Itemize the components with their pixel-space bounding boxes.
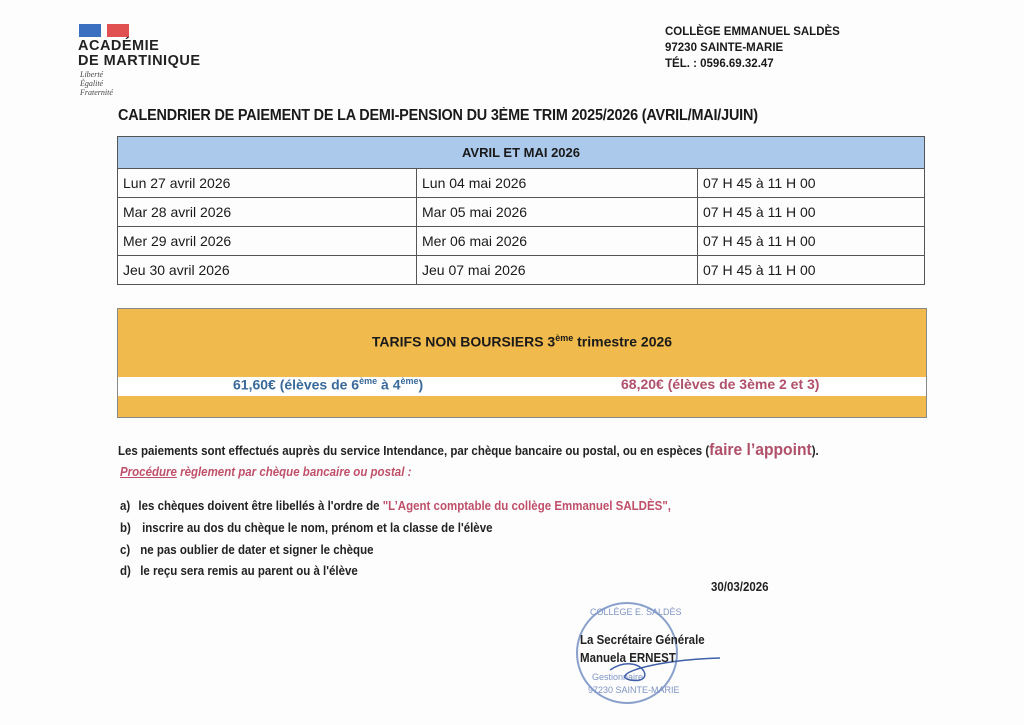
- stamp-text: Gestionnaire: [592, 672, 644, 682]
- hours: 07 H 45 à 11 H 00: [698, 227, 925, 256]
- school-name: COLLÈGE EMMANUEL SALDÈS: [665, 26, 840, 38]
- schedule-table: [117, 136, 925, 285]
- table-row: [118, 169, 925, 198]
- may-date: Mar 05 mai 2026: [417, 198, 698, 227]
- table-row: [118, 256, 925, 285]
- prices-band: [118, 377, 926, 396]
- highlight: faire l’appoint: [709, 440, 812, 459]
- april-date: Jeu 30 avril 2026: [118, 256, 417, 285]
- document-date: 30/03/2026: [711, 580, 769, 594]
- schedule-header: AVRIL ET MAI 2026: [118, 137, 925, 169]
- list-item: c) ne pas oublier de dater et signer le chèque: [120, 543, 374, 557]
- school-phone: TÉL. : 0596.69.32.47: [665, 58, 774, 70]
- may-date: Mer 06 mai 2026: [417, 227, 698, 256]
- signatory-name: Manuela ERNEST: [580, 651, 676, 665]
- academy-logo: [78, 39, 201, 69]
- april-date: Mer 29 avril 2026: [118, 227, 417, 256]
- tarifs-box: [117, 308, 927, 418]
- hours: 07 H 45 à 11 H 00: [698, 198, 925, 227]
- logo-line: ACADÉMIE: [78, 38, 160, 54]
- may-date: Jeu 07 mai 2026: [417, 256, 698, 285]
- hours: 07 H 45 à 11 H 00: [698, 256, 925, 285]
- signatory-role: La Secrétaire Générale: [580, 633, 705, 647]
- april-date: Mar 28 avril 2026: [118, 198, 417, 227]
- list-item: b) inscrire au dos du chèque le nom, prénom et la classe de l'élève: [120, 521, 493, 535]
- hours: 07 H 45 à 11 H 00: [698, 169, 925, 198]
- motto-line: Liberté: [80, 70, 104, 79]
- list-item: a) les chèques doivent être libellés à l'ordre de "L’Agent comptable du collège Emmanuel SALDÈS",: [120, 499, 671, 513]
- may-date: Lun 04 mai 2026: [417, 169, 698, 198]
- stamp-text: 97230 SAINTE-MARIE: [588, 685, 680, 695]
- school-city: 97230 SAINTE-MARIE: [665, 42, 784, 54]
- motto-line: Égalité: [80, 79, 104, 88]
- price-3: 68,20€ (élèves de 3ème 2 et 3): [621, 376, 820, 392]
- school-address: [665, 24, 840, 72]
- table-row: [118, 227, 925, 256]
- april-date: Lun 27 avril 2026: [118, 169, 417, 198]
- procedure-heading: Procédure règlement par chèque bancaire ou postal :: [120, 465, 412, 479]
- payment-info: Les paiements sont effectués auprès du service Intendance, par chèque bancaire ou postal, ou en espèces (faire l’appoint).: [118, 440, 819, 459]
- page-title: CALENDRIER DE PAIEMENT DE LA DEMI-PENSION DU 3ÈME TRIM 2025/2026 (AVRIL/MAI/JUIN): [118, 107, 758, 124]
- list-item: d) le reçu sera remis au parent ou à l'élève: [120, 564, 358, 578]
- logo-line: DE MARTINIQUE: [78, 53, 201, 69]
- price-6-4: 61,60€ (élèves de 6ème à 4ème): [233, 376, 424, 393]
- stamp-text: COLLÈGE E. SALDÈS: [590, 607, 682, 617]
- motto: [80, 70, 113, 97]
- tarifs-title: TARIFS NON BOURSIERS 3ème trimestre 2026: [371, 333, 673, 350]
- motto-line: Fraternité: [80, 88, 113, 97]
- table-row: [118, 198, 925, 227]
- french-flag-logo: [79, 24, 129, 37]
